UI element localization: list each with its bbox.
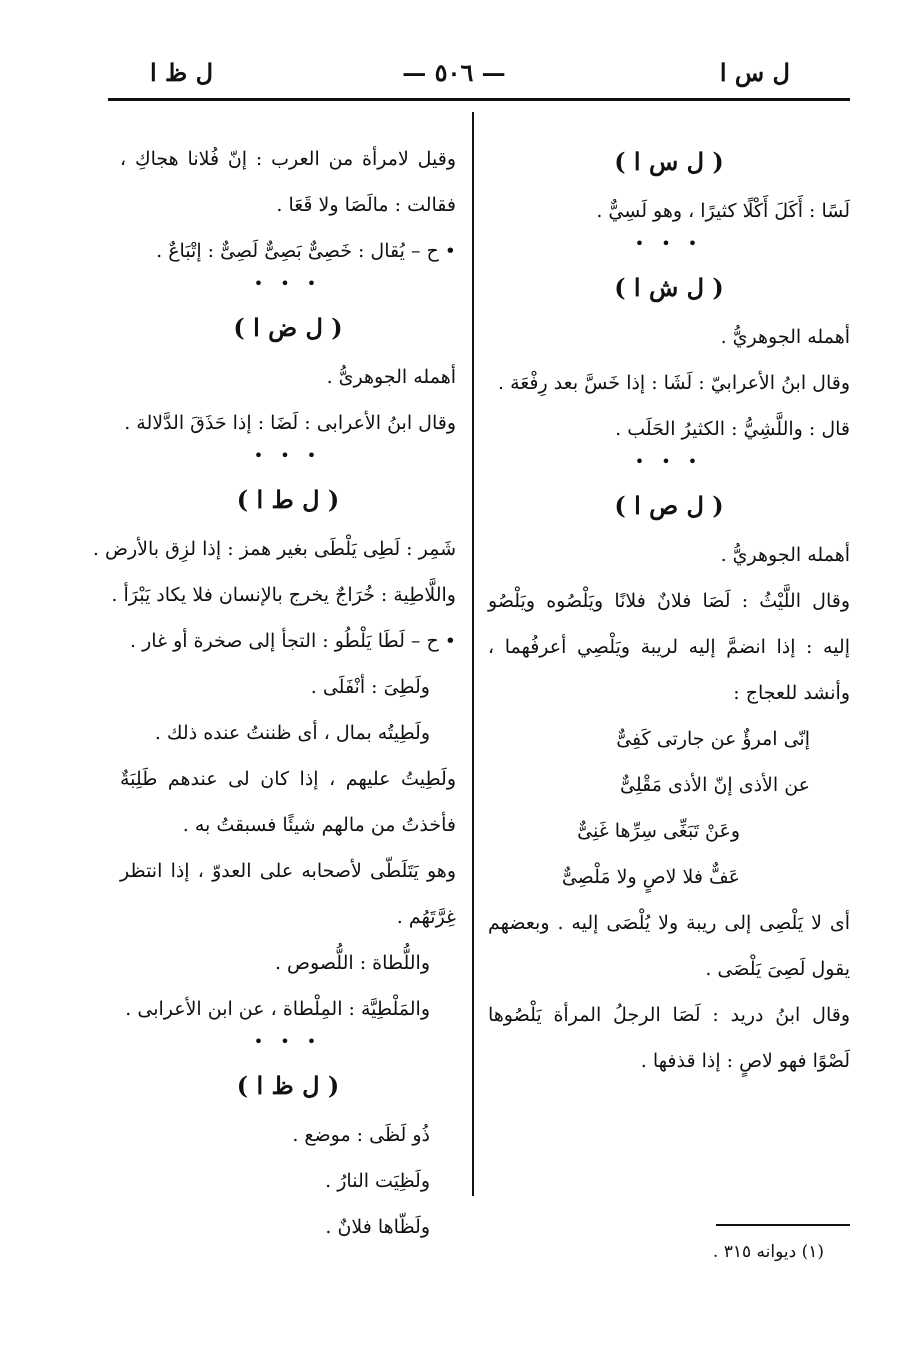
entry-heading-l-4: ( ل ض ا ) xyxy=(233,313,343,342)
text-line-r-12: وأنشد للعجاج : xyxy=(733,682,850,704)
text-line-r-9: أهمله الجوهريُّ . xyxy=(720,544,850,566)
text-line-l-16: وهو يَتَلَطّى لأصحابه على العدوّ ، إذا انتظر xyxy=(120,860,456,882)
text-line-l-1: فقالت : مالَصَا ولا قَعَا . xyxy=(276,194,456,216)
entry-heading-r-8: ( ل ص ا ) xyxy=(614,491,724,520)
text-line-l-0: وقيل لامرأة من العرب : إنّ فُلانا هجاكِ ، xyxy=(120,148,456,170)
text-line-l-19: والمَلْطِيَّة : المِلْطاة ، عن ابن الأعرابى . xyxy=(125,998,430,1020)
footnote-rule xyxy=(716,1224,850,1226)
text-line-r-19: وقال ابنُ دريد : لَصَا الرجلُ المرأة يَلْصُوها xyxy=(488,1004,850,1026)
text-line-l-15: فأخذتُ من مالهم شيئًا فسبقتُ به . xyxy=(182,814,456,836)
entry-heading-r-3: ( ل ش ا ) xyxy=(614,273,724,302)
text-line-r-1: لَسًا : أَكَلَ أَكْلًا كثيرًا ، وهو لَسِيٌّ . xyxy=(596,200,850,222)
text-line-r-17: أى لا يَلْصِى إلى ريبة ولا يُلْصَى إليه . وبعضهم xyxy=(488,912,850,934)
entry-heading-l-21: ( ل ظ ا ) xyxy=(236,1071,340,1100)
header-rule xyxy=(108,98,850,101)
section-divider-r-7: • • • xyxy=(634,452,704,471)
text-line-r-5: وقال ابنُ الأعرابيّ : لَشَا : إذا خَسَّ بعد رِفْعَة . xyxy=(497,372,850,394)
text-line-l-11: • ح – لَطَا يَلْطُو : التجأ إلى صخرة أو غار . xyxy=(130,630,456,652)
text-line-l-18: واللُّطاة : اللُّصوص . xyxy=(274,952,430,974)
right-column xyxy=(488,136,850,1084)
verse-line-r-16: عَفٌّ فلا لاصٍ ولا مَلْصِىٌّ xyxy=(561,866,740,888)
text-line-r-10: وقال اللَّيْثُ : لَصَا فلانٌ فلانًا ويَلْصُوه ويَلْصُو xyxy=(488,590,850,612)
section-divider-l-20: • • • xyxy=(253,1032,323,1051)
section-divider-l-3: • • • xyxy=(253,274,323,293)
text-line-l-22: ذُو لَظَى : موضع . xyxy=(292,1124,430,1146)
running-head-left: ل ظ ا xyxy=(150,58,214,87)
entry-heading-r-0: ( ل س ا ) xyxy=(614,147,724,176)
verse-line-r-14: عن الأذى إنّ الأذى مَقْلِىٌّ xyxy=(620,774,810,796)
text-line-l-12: ولَطِىَ : أنْفَلَى . xyxy=(310,676,430,698)
footnote: (١) ديوانه ٣١٥ . xyxy=(712,1242,824,1262)
text-line-l-14: ولَطِيتُ عليهم ، إذا كان لى عندهم طَلِبَةٌ xyxy=(120,768,456,790)
verse-line-r-15: وعَنْ تَبَغِّى سِرِّها غَنِىٌّ xyxy=(577,820,740,842)
text-line-l-5: أهمله الجوهرىُّ . xyxy=(326,366,456,388)
text-line-r-6: قال : واللَّشِيُّ : الكثيرُ الحَلَب . xyxy=(615,418,850,440)
running-head-right: ل س ا xyxy=(719,58,790,87)
page-number: — ٥٠٦ — xyxy=(402,58,506,87)
text-line-l-2: • ح – يُقال : خَصِىٌّ بَصِىٌّ لَصِىٌّ : إتْبَاعٌ . xyxy=(156,240,456,262)
text-line-r-20: لَصْوًا فهو لاصٍ : إذا قذفها . xyxy=(640,1050,850,1072)
text-line-l-9: شَمِر : لَطِى يَلْطَى بغير همز : إذا لزِق بالأرض . xyxy=(92,538,456,560)
text-line-r-18: يقول لَصِىَ يَلْصَى . xyxy=(705,958,850,980)
text-line-r-11: إليه : إذا انضمَّ إليه لريبة ويَلْصِي أعرفُهما ، xyxy=(488,636,850,658)
text-line-l-10: واللَّاطِية : خُرَاجٌ يخرج بالإنسان فلا يكاد يَبْرَأ . xyxy=(111,584,456,606)
entry-heading-l-8: ( ل ط ا ) xyxy=(236,485,340,514)
column-separator xyxy=(472,112,474,1196)
text-line-l-24: ولَظّاها فلانٌ . xyxy=(325,1216,430,1238)
left-column xyxy=(92,136,456,1250)
verse-line-r-13: إنّى امرؤٌ عن جارتى كَفِىٌّ xyxy=(616,728,810,750)
section-divider-l-7: • • • xyxy=(253,446,323,465)
text-line-r-4: أهمله الجوهريُّ . xyxy=(720,326,850,348)
text-line-l-23: ولَظِيَت النارُ . xyxy=(325,1170,430,1192)
text-line-l-6: وقال ابنُ الأعرابى : لَضَا : إذا حَذَقَ الدَّلالة . xyxy=(124,412,456,434)
text-line-l-17: غِرَّتَهُم . xyxy=(396,906,456,928)
section-divider-r-2: • • • xyxy=(634,234,704,253)
text-line-l-13: ولَطِيتُه بمال ، أى ظننتُ عنده ذلك . xyxy=(154,722,430,744)
